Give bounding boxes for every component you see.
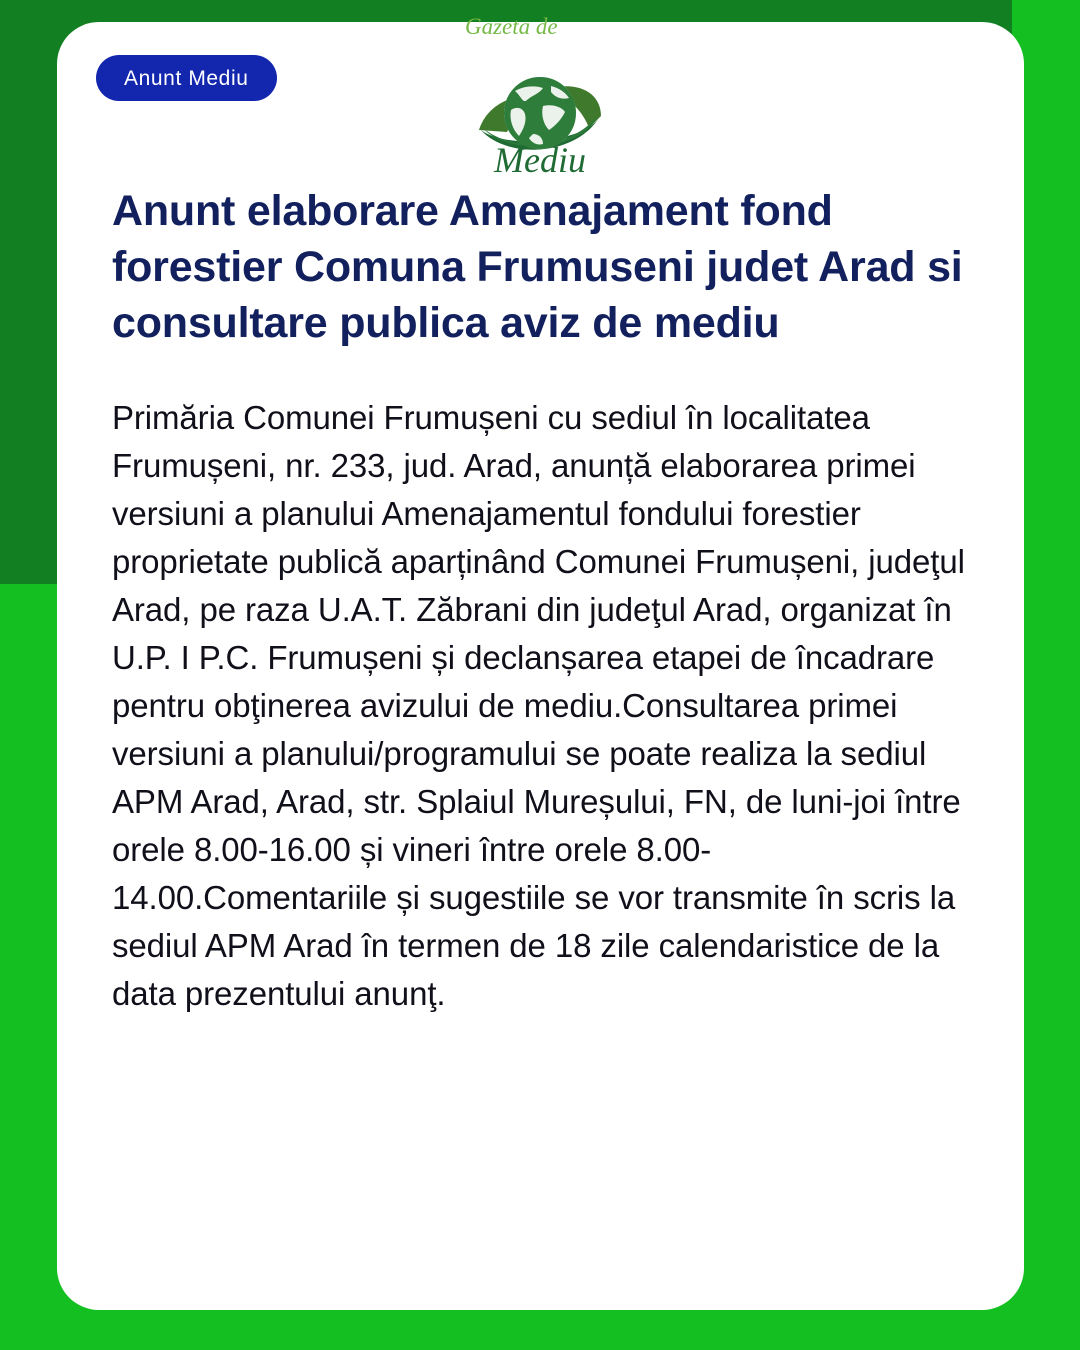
announcement-card [57,14,1024,1310]
logo-text-bottom: Mediu [494,140,586,180]
logo-text-top: Gazeta de [465,14,558,39]
globe-icon [504,77,576,149]
article-body: Primăria Comunei Frumușeni cu sediul în localitatea Frumușeni, nr. 233, jud. Arad, anunță elaborarea primei versiuni a planului Amenajamentul fondului forestier proprietate publică aparținând Comunei Frumușeni, judeţul Arad, pe raza U.A.T. Zăbrani din judeţul Arad, organizat în U.P. I P.C. Frumușeni și declanșarea etapei de încadrare pentru obţinerea avizului de mediu.Consultarea primei versiuni a planului/programului se poate realiza la sediul APM Arad, Arad, str. Splaiul Mureșului, FN, de luni-joi între orele 8.00-16.00 și vineri între orele 8.00-14.00.Comentariile și sugestiile se vor transmite în scris la sediul APM Arad în termen de 18 zile calendaristice de la data prezentului anunţ. [112,399,973,1012]
category-badge-label: Anunt Mediu [124,66,249,90]
page-title: Anunt elaborare Amenajament fond forestier Comuna Frumuseni judet Arad si consultare publica aviz de mediu [112,187,963,347]
category-badge[interactable] [96,55,277,101]
card-header [57,14,1024,182]
gazeta-de-mediu-logo [465,14,615,180]
